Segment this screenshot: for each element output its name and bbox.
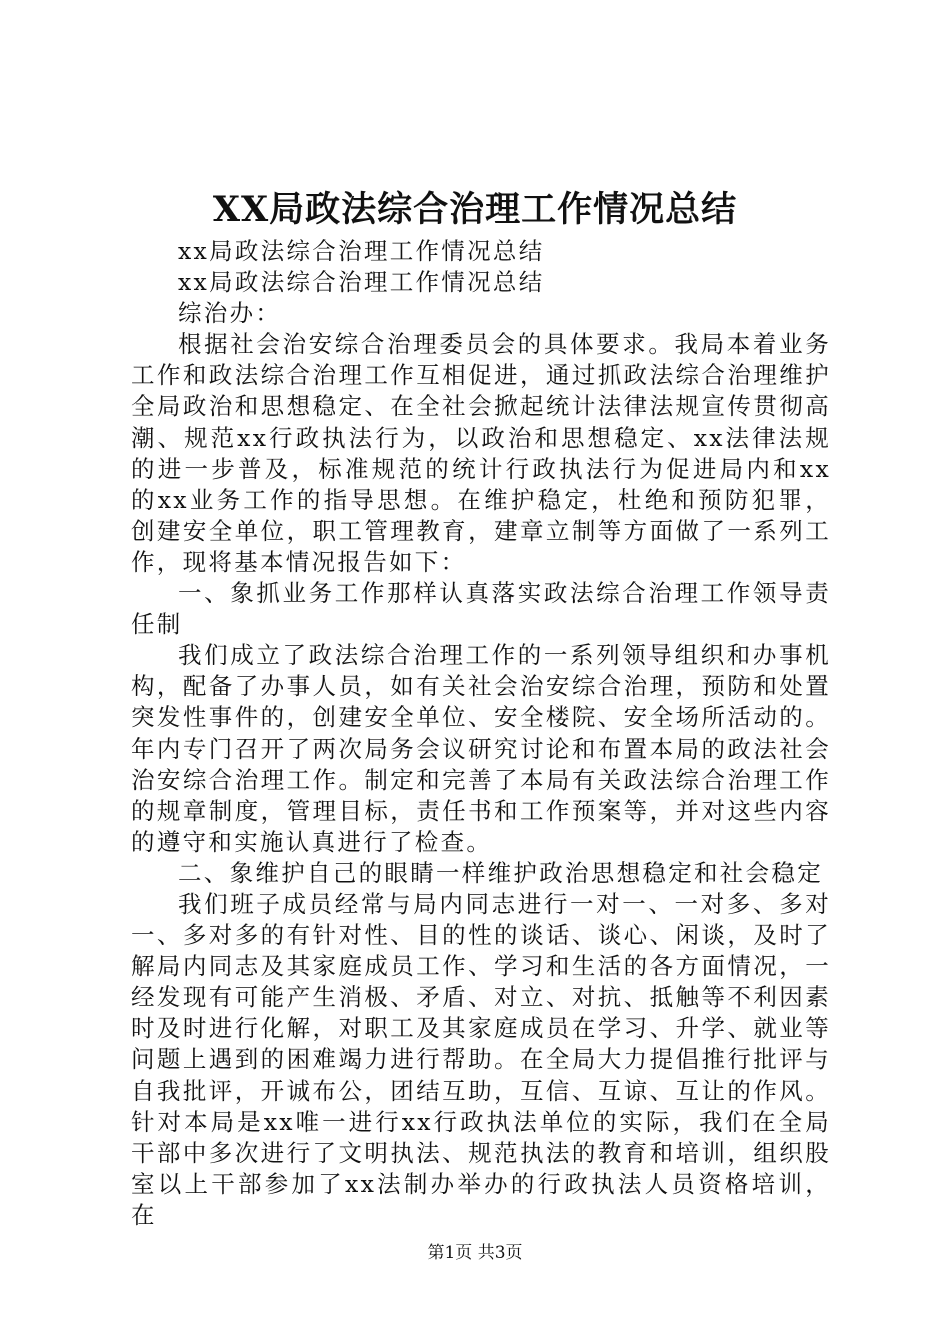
body-paragraph: xx局政法综合治理工作情况总结	[178, 237, 545, 265]
body-paragraph: 综治办：	[178, 299, 282, 328]
document-body	[131, 236, 831, 1231]
page-footer	[0, 1242, 950, 1264]
document-title: XX局政法综合治理工作情况总结	[212, 189, 738, 230]
section-heading: 二、象维护自己的眼睛一样维护政治思想稳定和社会稳定	[178, 858, 823, 887]
body-paragraph: 根据社会治安综合治理委员会的具体要求。我局本着业务工作和政法综合治理工作互相促进，通过抓政法综合治理维护全局政治和思想稳定、在全社会掀起统计法律法规宣传贯彻高潮、规范xx行政执法行为，以政治和思想稳定、xx法律法规的进一步普及，标准规范的统计行政执法行为促进局内和xx的xx业务工作的指导思想。在维护稳定，杜绝和预防犯罪，创建安全单位，职工管理教育，建章立制等方面做了一系列工作，现将基本情况报告如下：	[131, 330, 831, 576]
body-paragraph: 我们班子成员经常与局内同志进行一对一、一对多、多对一、多对多的有针对性、目的性的谈话、谈心、闲谈，及时了解局内同志及其家庭成员工作、学习和生活的各方面情况，一经发现有可能产生消极、矛盾、对立、对抗、抵触等不利因素时及时进行化解，对职工及其家庭成员在学习、升学、就业等问题上遇到的困难竭力进行帮助。在全局大力提倡推行批评与自我批评，开诚布公，团结互助，互信、互谅、互让的作风。针对本局是xx唯一进行xx行政执法单位的实际，我们在全局干部中多次进行了文明执法、规范执法的教育和培训，组织股室以上干部参加了xx法制办举办的行政执法人员资格培训，在	[131, 889, 831, 1229]
page-indicator: 第1页 共3页	[427, 1243, 523, 1263]
section-heading: 一、象抓业务工作那样认真落实政法综合治理工作领导责任制	[131, 579, 831, 639]
body-paragraph: xx局政法综合治理工作情况总结	[178, 268, 545, 297]
body-paragraph: 我们成立了政法综合治理工作的一系列领导组织和办事机构，配备了办事人员，如有关社会治安综合治理，预防和处置突发性事件的，创建安全单位、安全楼院、安全场所活动的。年内专门召开了两次局务会议研究讨论和布置本局的政法社会治安综合治理工作。制定和完善了本局有关政法综合治理工作的规章制度，管理目标，责任书和工作预案等，并对这些内容的遵守和实施认真进行了检查。	[131, 641, 831, 856]
